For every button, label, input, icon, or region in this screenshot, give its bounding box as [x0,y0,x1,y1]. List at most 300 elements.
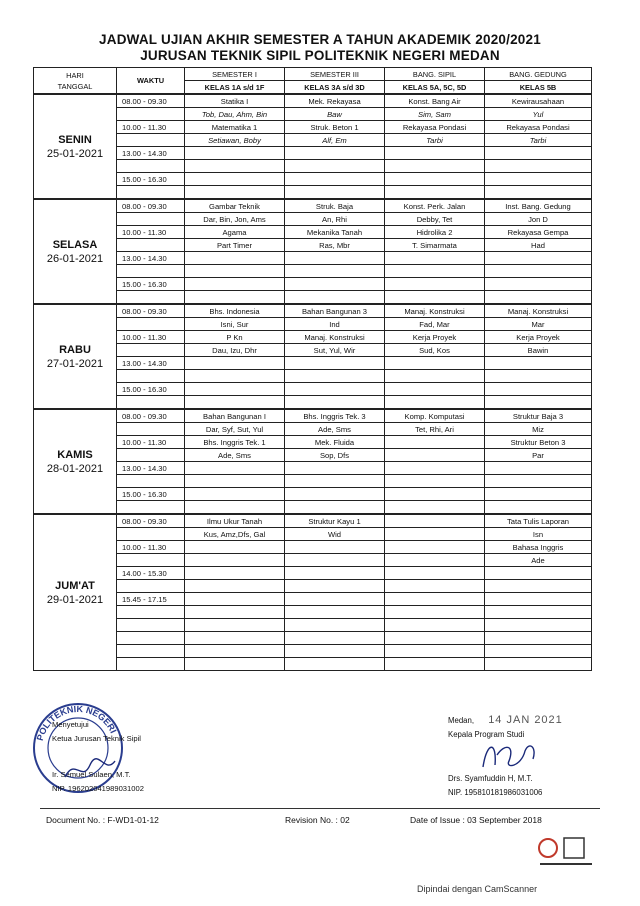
title-line-2: JURUSAN TEKNIK SIPIL POLITEKNIK NEGERI MEDAN [140,48,500,63]
course-cell: Hidrolika 2 [385,226,485,239]
lecturer-cell [185,475,285,488]
course-cell [285,619,385,632]
course-cell [185,619,285,632]
lecturer-cell: Sud, Kos [385,344,485,357]
lecturer-cell [185,554,285,567]
course-cell [285,593,385,606]
time-cell: 15.00 - 16.30 [117,278,185,291]
lecturer-cell [385,291,485,305]
lecturer-cell [385,606,485,619]
table-row [34,423,592,436]
course-cell: Rekayasa Pondasi [385,121,485,134]
course-cell: Struktur Baja 3 [485,409,592,423]
table-row [34,462,592,475]
time-cell: 08.00 - 09.30 [117,409,185,423]
time-cell [117,396,185,410]
date-stamp: 14 JAN 2021 [488,714,563,726]
course-cell: Manaj. Konstruksi [385,304,485,318]
course-cell [385,436,485,449]
lecturer-cell [485,606,592,619]
lecturer-cell [185,370,285,383]
lecturer-cell [285,265,385,278]
revision-number: Revision No. : 02 [285,815,350,825]
course-cell [485,357,592,370]
course-cell [385,278,485,291]
course-cell [285,645,385,658]
lecturer-cell: Ras, Mbr [285,239,385,252]
course-cell [485,645,592,658]
time-cell: 10.00 - 11.30 [117,436,185,449]
course-cell [485,173,592,186]
course-cell: Bhs. Inggris Tek. 1 [185,436,285,449]
approval-role: Ketua Jurusan Teknik Sipil [52,734,141,743]
course-cell [185,252,285,265]
lecturer-cell [485,370,592,383]
time-cell: 13.00 - 14.30 [117,147,185,160]
course-cell [385,514,485,528]
time-cell [117,291,185,305]
course-cell [185,278,285,291]
approver-nip: NIP. 196202041989031002 [52,784,144,793]
course-cell [285,252,385,265]
course-cell [485,147,592,160]
time-cell [117,239,185,252]
course-cell: Rekayasa Pondasi [485,121,592,134]
lecturer-cell [385,658,485,671]
time-cell [117,108,185,121]
lecturer-cell: Had [485,239,592,252]
course-cell: Inst. Bang. Gedung [485,199,592,213]
time-cell [117,265,185,278]
lecturer-cell: Dar, Syf, Sut, Yul [185,423,285,436]
lecturer-cell: Kus, Amz,Dfs, Gal [185,528,285,541]
day-date: 28-01-2021 [46,462,104,475]
course-cell: Ilmu Ukur Tanah [185,514,285,528]
table-row [34,645,592,658]
course-cell: Konst. Perk. Jalan [385,199,485,213]
course-cell [285,147,385,160]
course-cell: Struk. Beton 1 [285,121,385,134]
lecturer-cell [385,396,485,410]
table-row [34,554,592,567]
course-cell [485,462,592,475]
lecturer-cell [385,528,485,541]
time-cell [117,318,185,331]
certification-logos [536,832,596,868]
signer-role: Kepala Program Studi [448,730,525,739]
course-cell [185,462,285,475]
lecturer-cell: Tet, Rhi, Ari [385,423,485,436]
course-cell [185,593,285,606]
course-cell [385,462,485,475]
table-row [34,357,592,370]
day-cell [34,514,117,671]
lecturer-cell [485,475,592,488]
signature-right-handwriting [475,737,545,775]
course-cell [385,645,485,658]
time-cell [117,344,185,357]
course-cell [485,278,592,291]
lecturer-cell [285,632,385,645]
lecturer-cell: Ind [285,318,385,331]
header-bang-sipil: BANG. SIPIL [385,68,485,81]
lecturer-cell [485,632,592,645]
time-cell [117,423,185,436]
table-row [34,541,592,554]
time-cell [117,475,185,488]
course-cell [185,488,285,501]
table-row [34,449,592,462]
course-cell: Bahan Bangunan I [185,409,285,423]
course-cell: Gambar Teknik [185,199,285,213]
course-cell [385,541,485,554]
lecturer-cell [385,632,485,645]
table-row [34,304,592,318]
lecturer-cell [185,606,285,619]
day-cell [34,94,117,199]
approval-label: Menyetujui [52,720,89,729]
header-hari-tanggal [34,68,117,95]
lecturer-cell [285,580,385,593]
time-cell [117,606,185,619]
course-cell: Konst. Bang Air [385,94,485,108]
place-label: Medan, [448,716,475,725]
lecturer-cell [385,449,485,462]
table-row [34,370,592,383]
time-cell [117,619,185,632]
time-cell: 15.00 - 16.30 [117,173,185,186]
lecturer-cell [385,580,485,593]
lecturer-cell: Baw [285,108,385,121]
svg-text:POLITEKNIK NEGERI: POLITEKNIK NEGERI [34,703,119,742]
lecturer-cell: Isn [485,528,592,541]
course-cell [185,541,285,554]
table-row [34,606,592,619]
lecturer-cell [485,580,592,593]
course-cell: Mek. Fluida [285,436,385,449]
lecturer-cell [285,370,385,383]
time-cell: 13.00 - 14.30 [117,462,185,475]
table-row [34,318,592,331]
day-name: SENIN [58,133,92,146]
table-row [34,134,592,147]
table-row [34,619,592,632]
approver-name: Ir. Semuel Sulaen, M.T. [52,770,131,779]
signer-nip: NIP. 195810181986031006 [448,788,543,797]
table-row [34,632,592,645]
lecturer-cell [185,632,285,645]
lecturer-cell: Mar [485,318,592,331]
lecturer-cell [285,396,385,410]
time-cell [117,554,185,567]
lecturer-cell [185,501,285,515]
day-name: KAMIS [57,448,93,461]
header-kelas-1: KELAS 1A s/d 1F [185,81,285,95]
course-cell [385,147,485,160]
course-cell: Kerja Proyek [385,331,485,344]
course-cell: Manaj. Konstruksi [285,331,385,344]
day-name: RABU [59,343,91,356]
table-row [34,121,592,134]
time-cell [117,213,185,226]
signature-left-handwriting [60,755,120,785]
table-row [34,94,592,108]
course-cell: Struktur Beton 3 [485,436,592,449]
table-row [34,331,592,344]
course-cell [185,645,285,658]
lecturer-cell [485,291,592,305]
lecturer-cell [285,554,385,567]
lecturer-cell: Part Timer [185,239,285,252]
lecturer-cell: An, Rhi [285,213,385,226]
lecturer-cell [485,501,592,515]
table-row [34,186,592,200]
header-semester-3: SEMESTER III [285,68,385,81]
lecturer-cell: Sop, Dfs [285,449,385,462]
lecturer-cell [385,475,485,488]
time-cell [117,501,185,515]
table-row [34,488,592,501]
time-cell: 13.00 - 14.30 [117,252,185,265]
table-row [34,383,592,396]
course-cell [285,462,385,475]
course-cell: Struktur Kayu 1 [285,514,385,528]
course-cell [385,567,485,580]
time-cell [117,134,185,147]
table-row [34,514,592,528]
course-cell: P Kn [185,331,285,344]
header-row-semester [34,68,592,81]
time-cell: 08.00 - 09.30 [117,514,185,528]
schedule-body [34,94,592,671]
lecturer-cell [185,160,285,173]
lecturer-cell: Yul [485,108,592,121]
course-cell: Matematika 1 [185,121,285,134]
lecturer-cell: Dau, Izu, Dhr [185,344,285,357]
lecturer-cell: Wid [285,528,385,541]
course-cell: Statika I [185,94,285,108]
time-cell: 08.00 - 09.30 [117,304,185,318]
day-name: SELASA [52,238,98,251]
course-cell [385,383,485,396]
document-number: Document No. : F-WD1-01-12 [46,815,159,825]
table-row [34,396,592,410]
header-bang-gedung: BANG. GEDUNG [485,68,592,81]
time-cell [117,528,185,541]
table-row [34,160,592,173]
day-date: 25-01-2021 [46,147,104,160]
lecturer-cell: Fad, Mar [385,318,485,331]
table-row [34,580,592,593]
course-cell [485,593,592,606]
day-cell [34,409,117,514]
day-date: 27-01-2021 [46,357,104,370]
course-cell [485,619,592,632]
header-hari: HARI [66,70,84,80]
time-cell: 10.00 - 11.30 [117,331,185,344]
course-cell [285,488,385,501]
lecturer-cell [485,186,592,200]
course-cell: Agama [185,226,285,239]
course-cell: Rekayasa Gempa [485,226,592,239]
time-cell [117,658,185,671]
header-tanggal: TANGGAL [57,81,93,91]
table-row [34,409,592,423]
course-cell: Komp. Komputasi [385,409,485,423]
lecturer-cell: Dar, Bin, Jon, Ams [185,213,285,226]
lecturer-cell [485,658,592,671]
lecturer-cell: Ade [485,554,592,567]
table-row [34,252,592,265]
lecturer-cell [385,554,485,567]
course-cell: Manaj. Konstruksi [485,304,592,318]
table-row [34,239,592,252]
lecturer-cell: Bawin [485,344,592,357]
course-cell [185,147,285,160]
header-waktu: WAKTU [117,68,185,95]
day-cell [34,304,117,409]
table-row [34,344,592,357]
course-cell [385,488,485,501]
time-cell [117,449,185,462]
course-cell [385,252,485,265]
place-date [448,713,563,728]
course-cell [485,567,592,580]
lecturer-cell [185,580,285,593]
lecturer-cell [485,396,592,410]
course-cell [285,567,385,580]
table-row [34,173,592,186]
lecturer-cell [285,160,385,173]
course-cell [485,252,592,265]
lecturer-cell: Par [485,449,592,462]
footer-divider [40,808,600,809]
title-line-1: JADWAL UJIAN AKHIR SEMESTER A TAHUN AKADEMIK 2020/2021 [99,32,541,47]
time-cell [117,632,185,645]
lecturer-cell: Isni, Sur [185,318,285,331]
table-row [34,226,592,239]
lecturer-cell [285,186,385,200]
table-row [34,436,592,449]
course-cell [285,357,385,370]
lecturer-cell: Tob, Dau, Ahm, Bin [185,108,285,121]
table-row [34,567,592,580]
time-cell [117,160,185,173]
lecturer-cell [185,658,285,671]
course-cell [385,357,485,370]
course-cell: Mek. Rekayasa [285,94,385,108]
course-cell [185,567,285,580]
lecturer-cell: Ade, Sms [285,423,385,436]
lecturer-cell: Setiawan, Boby [185,134,285,147]
course-cell: Kerja Proyek [485,331,592,344]
course-cell [185,383,285,396]
signer-name: Drs. Syamfuddin H, M.T. [448,774,533,783]
lecturer-cell [285,475,385,488]
course-cell [285,383,385,396]
lecturer-cell [385,160,485,173]
course-cell: Bahasa Inggris [485,541,592,554]
table-row [34,475,592,488]
table-row [34,213,592,226]
day-name: JUM'AT [55,579,95,592]
day-date: 29-01-2021 [46,593,104,606]
lecturer-cell [385,370,485,383]
lecturer-cell [185,396,285,410]
table-row [34,291,592,305]
course-cell: Bahan Bangunan 3 [285,304,385,318]
lecturer-cell: Miz [485,423,592,436]
course-cell [385,593,485,606]
table-row [34,278,592,291]
table-row [34,108,592,121]
course-cell [485,488,592,501]
course-cell [485,383,592,396]
lecturer-cell: Alf, Em [285,134,385,147]
lecturer-cell [185,265,285,278]
lecturer-cell [185,291,285,305]
time-cell: 15.00 - 16.30 [117,488,185,501]
course-cell [285,173,385,186]
table-row [34,147,592,160]
table-row [34,265,592,278]
time-cell: 08.00 - 09.30 [117,94,185,108]
lecturer-cell: Tarbi [485,134,592,147]
lecturer-cell [185,186,285,200]
course-cell: Tata Tulis Laporan [485,514,592,528]
course-cell: Bhs. Indonesia [185,304,285,318]
lecturer-cell: Jon D [485,213,592,226]
header-kelas-5acd: KELAS 5A, 5C, 5D [385,81,485,95]
header-semester-1: SEMESTER I [185,68,285,81]
course-cell: Mekanika Tanah [285,226,385,239]
time-cell: 14.00 - 15.30 [117,567,185,580]
course-cell [185,357,285,370]
lecturer-cell [485,160,592,173]
time-cell: 08.00 - 09.30 [117,199,185,213]
lecturer-cell [285,658,385,671]
day-date: 26-01-2021 [46,252,104,265]
table-row [34,501,592,515]
lecturer-cell: Sim, Sam [385,108,485,121]
lecturer-cell [385,501,485,515]
table-row [34,593,592,606]
lecturer-cell: Ade, Sms [185,449,285,462]
header-kelas-5b: KELAS 5B [485,81,592,95]
date-of-issue: Date of Issue : 03 September 2018 [410,815,542,825]
time-cell: 10.00 - 11.30 [117,121,185,134]
time-cell: 10.00 - 11.30 [117,226,185,239]
exam-schedule-table [33,67,592,671]
lecturer-cell [485,265,592,278]
course-cell: Kewirausahaan [485,94,592,108]
lecturer-cell: Sut, Yul, Wir [285,344,385,357]
header-kelas-3: KELAS 3A s/d 3D [285,81,385,95]
time-cell [117,370,185,383]
table-row [34,528,592,541]
time-cell [117,186,185,200]
time-cell [117,645,185,658]
table-row [34,658,592,671]
course-cell [385,173,485,186]
course-cell: Bhs. Inggris Tek. 3 [285,409,385,423]
time-cell: 15.45 - 17.15 [117,593,185,606]
time-cell: 15.00 - 16.30 [117,383,185,396]
table-row [34,199,592,213]
lecturer-cell [285,291,385,305]
lecturer-cell [285,606,385,619]
time-cell: 10.00 - 11.30 [117,541,185,554]
